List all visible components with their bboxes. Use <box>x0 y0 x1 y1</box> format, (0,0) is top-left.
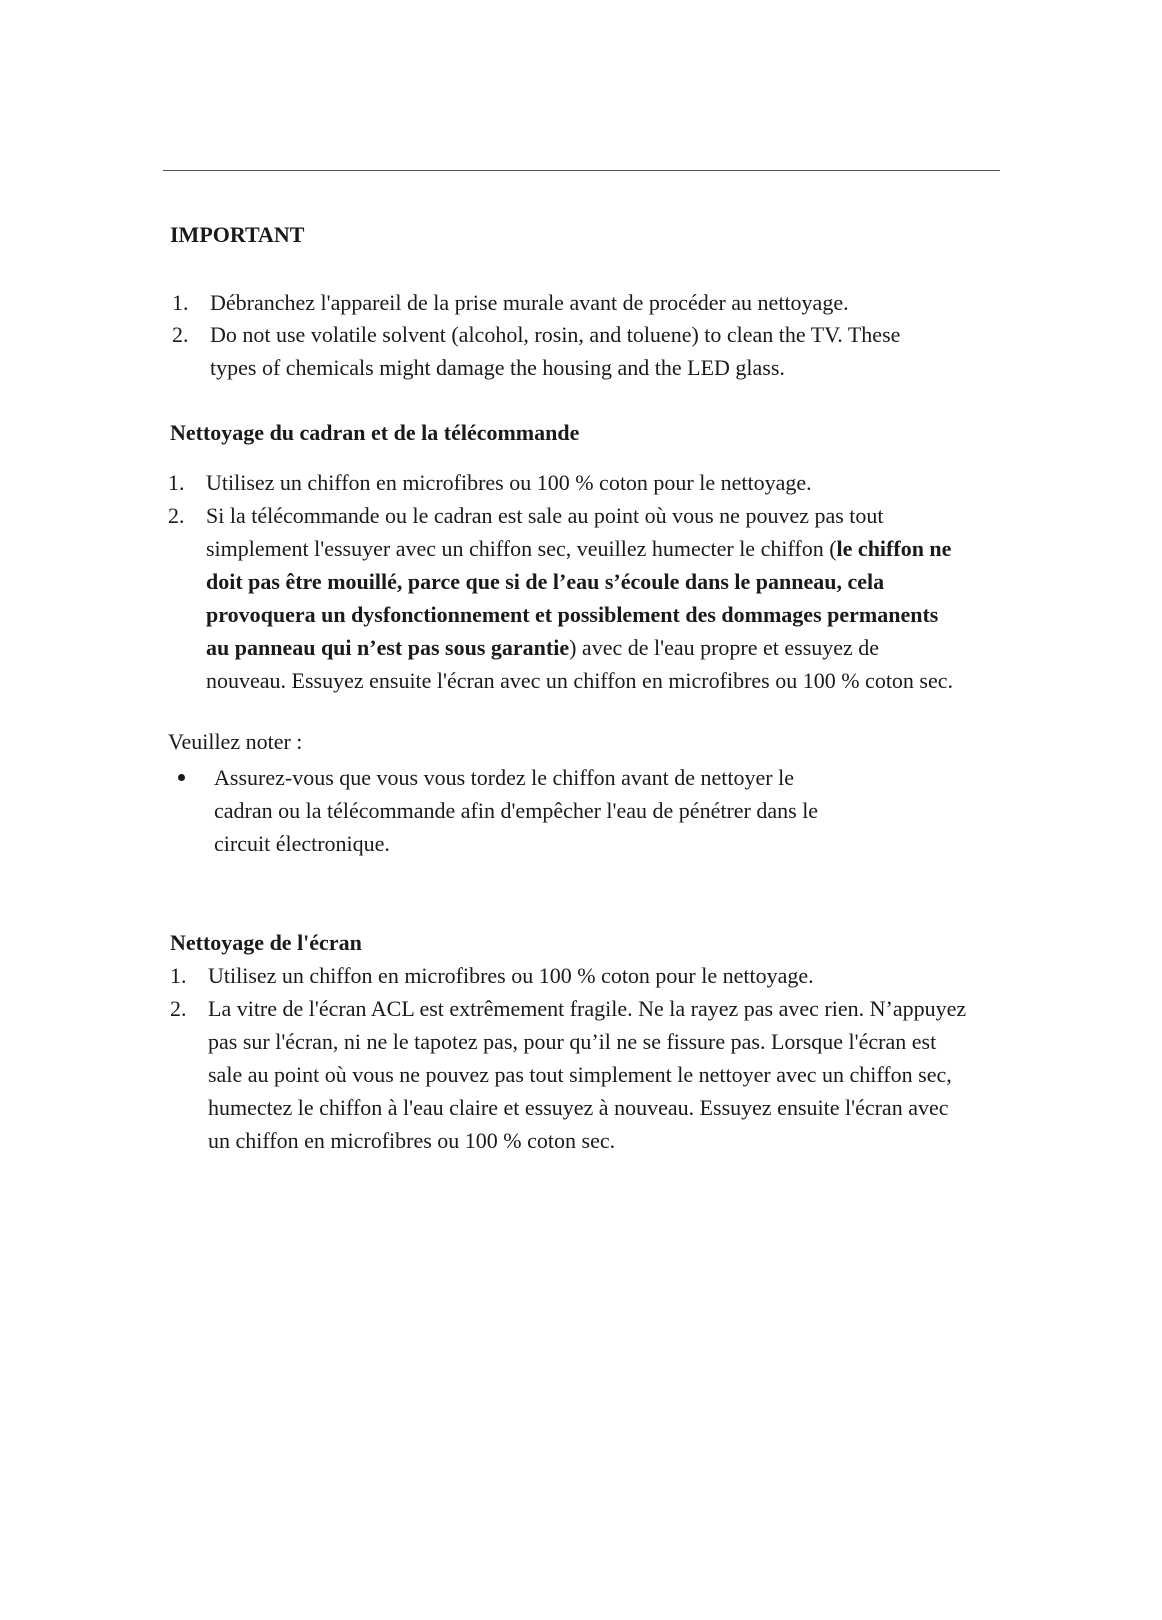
bullet-icon <box>178 774 185 781</box>
list-text: Assurez-vous que vous vous tordez le chiffon avant de nettoyer le cadran ou la télécommande afin d'empêcher l'eau de pénétrer dans le circuit électronique. <box>214 765 819 856</box>
list-number: 2. <box>168 503 185 528</box>
list-number: 1. <box>172 290 189 315</box>
ecran-heading: Nettoyage de l'écran <box>170 930 362 955</box>
list-number: 1. <box>168 470 185 495</box>
important-heading: IMPORTANT <box>170 222 305 247</box>
cadran-heading: Nettoyage du cadran et de la télécommande <box>170 420 580 445</box>
warning-bold-text: le chiffon ne doit pas être mouillé, parce que si de l’eau s’écoule dans le panneau, cela provoquera un dysfonctionnement et possiblement des dommages permanents au panneau qui n’est pas sous garantie <box>206 536 952 660</box>
important-item-2 <box>172 318 952 384</box>
header-rule <box>163 170 1000 171</box>
list-text: Utilisez un chiffon en microfibres ou 100 % coton pour le nettoyage. <box>208 963 814 988</box>
list-text: Débranchez l'appareil de la prise murale avant de procéder au nettoyage. <box>210 290 849 315</box>
text-regular: Si la télécommande ou le cadran est sale au point où vous ne pouvez pas tout simplement l'essuyer avec un chiffon sec, veuillez humecter le chiffon ( <box>206 503 884 561</box>
ecran-item-2 <box>170 992 970 1157</box>
list-number: 1. <box>170 963 187 988</box>
text-regular: ) avec de l'eau propre et essuyez de nouveau. Essuyez ensuite l'écran avec un chiffon en microfibres ou 100 % coton sec. <box>206 635 954 693</box>
ecran-item-1 <box>170 959 990 992</box>
list-text: Utilisez un chiffon en microfibres ou 100 % coton pour le nettoyage. <box>206 470 812 495</box>
list-text: La vitre de l'écran ACL est extrêmement fragile. Ne la rayez pas avec rien. N’appuyez pas sur l'écran, ni ne le tapotez pas, pour qu’il ne se fissure pas. Lorsque l'écran est sale au point où vous ne pouvez pas tout simplement le nettoyer avec un chiffon sec, humectez le chiffon à l'eau claire et essuyez à nouveau. Essuyez ensuite l'écran avec un chiffon en microfibres ou 100 % coton sec. <box>208 996 967 1153</box>
note-bullet-item <box>214 761 854 860</box>
list-text: Do not use volatile solvent (alcohol, rosin, and toluene) to clean the TV. These types of chemicals might damage the housing and the LED glass. <box>210 322 901 380</box>
cadran-item-2 <box>168 499 958 697</box>
list-number: 2. <box>170 996 187 1021</box>
important-item-1 <box>172 286 972 319</box>
list-number: 2. <box>172 322 189 347</box>
cadran-item-1 <box>168 466 988 499</box>
note-label: Veuillez noter : <box>168 729 303 754</box>
list-text <box>168 499 958 697</box>
